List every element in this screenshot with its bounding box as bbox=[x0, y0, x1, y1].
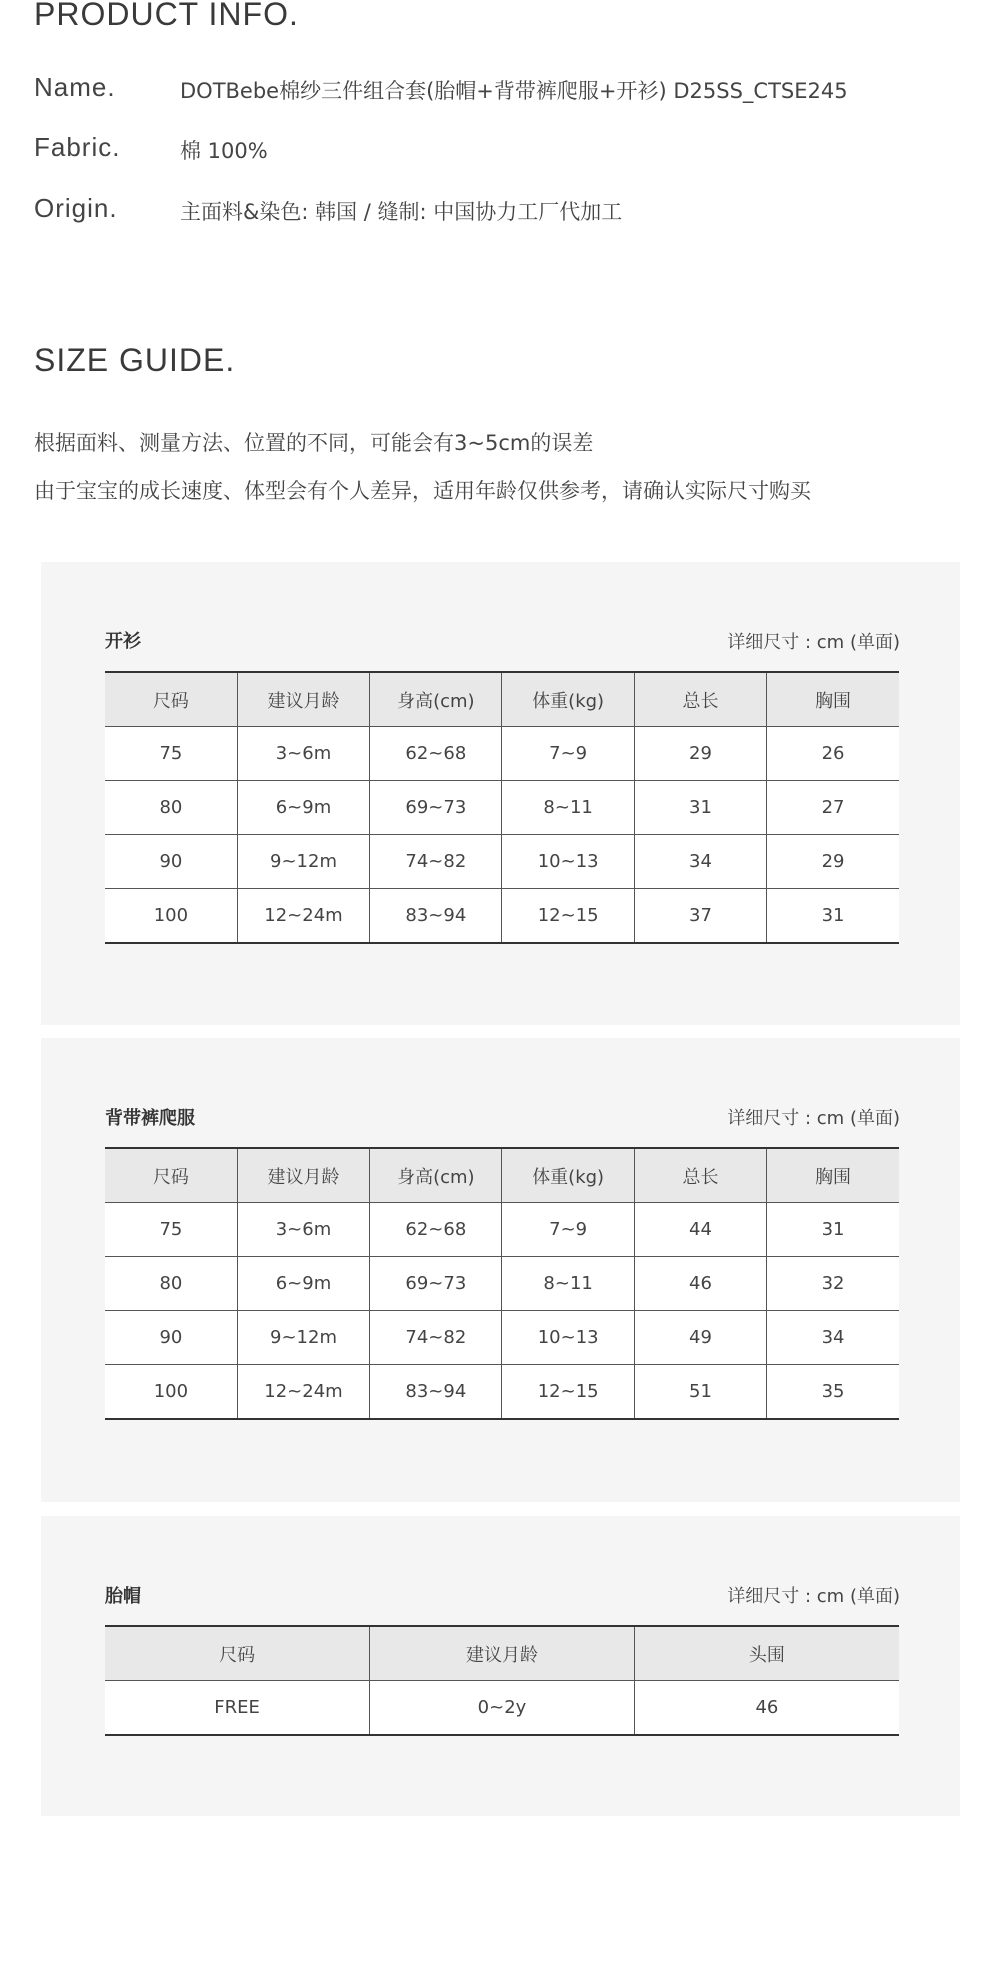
table-cell: 31 bbox=[767, 1203, 899, 1257]
table-cell: 100 bbox=[105, 1365, 237, 1420]
table-row bbox=[105, 1681, 899, 1736]
table-row bbox=[105, 835, 899, 889]
info-value: DOTBebe棉纱三件组合套(胎帽+背带裤爬服+开衫) D25SS_CTSE245 bbox=[180, 79, 848, 103]
info-value: 棉 100% bbox=[180, 139, 268, 163]
table-cell: 34 bbox=[767, 1311, 899, 1365]
table-cell: 74~82 bbox=[370, 835, 502, 889]
table-row bbox=[105, 1311, 899, 1365]
card-unit: 详细尺寸 : cm (单面) bbox=[727, 632, 900, 653]
table-header: 身高(cm) bbox=[370, 672, 502, 727]
size-card-hat bbox=[41, 1516, 960, 1816]
table-cell: 37 bbox=[634, 889, 766, 944]
table-cell: 27 bbox=[767, 781, 899, 835]
table-cell: 90 bbox=[105, 1311, 237, 1365]
table-cell: 31 bbox=[767, 889, 899, 944]
card-unit: 详细尺寸 : cm (单面) bbox=[727, 1108, 900, 1129]
table-cell: 69~73 bbox=[370, 781, 502, 835]
info-label: Name. bbox=[34, 72, 116, 102]
table-header-row bbox=[105, 672, 899, 727]
table-header: 体重(kg) bbox=[502, 1148, 634, 1203]
table-cell: 74~82 bbox=[370, 1311, 502, 1365]
table-cell: 9~12m bbox=[237, 1311, 369, 1365]
table-cell: 46 bbox=[634, 1681, 899, 1736]
table-row bbox=[105, 1203, 899, 1257]
table-cell: 83~94 bbox=[370, 1365, 502, 1420]
size-guide-title: SIZE GUIDE. bbox=[34, 342, 236, 378]
size-card-romper bbox=[41, 1038, 960, 1502]
size-table bbox=[105, 1147, 899, 1420]
table-row bbox=[105, 781, 899, 835]
table-header: 胸围 bbox=[767, 672, 899, 727]
table-header: 建议月龄 bbox=[237, 672, 369, 727]
table-cell: 26 bbox=[767, 727, 899, 781]
table-header: 建议月龄 bbox=[237, 1148, 369, 1203]
table-cell: 10~13 bbox=[502, 1311, 634, 1365]
table-cell: 80 bbox=[105, 781, 237, 835]
info-label: Fabric. bbox=[34, 132, 121, 162]
table-header: 尺码 bbox=[105, 672, 237, 727]
table-cell: 7~9 bbox=[502, 1203, 634, 1257]
table-header: 尺码 bbox=[105, 1148, 237, 1203]
table-cell: 29 bbox=[634, 727, 766, 781]
table-cell: 35 bbox=[767, 1365, 899, 1420]
product-info-title: PRODUCT INFO. bbox=[34, 0, 299, 32]
table-header-row bbox=[105, 1148, 899, 1203]
table-cell: FREE bbox=[105, 1681, 370, 1736]
table-cell: 62~68 bbox=[370, 1203, 502, 1257]
table-header: 胸围 bbox=[767, 1148, 899, 1203]
table-cell: 83~94 bbox=[370, 889, 502, 944]
size-note: 由于宝宝的成长速度、体型会有个人差异，适用年龄仅供参考，请确认实际尺寸购买 bbox=[34, 479, 811, 503]
info-value: 主面料&染色: 韩国 / 缝制: 中国协力工厂代加工 bbox=[180, 200, 623, 224]
card-title: 胎帽 bbox=[105, 1586, 141, 1607]
table-cell: 62~68 bbox=[370, 727, 502, 781]
info-row-name bbox=[34, 72, 974, 112]
table-cell: 0~2y bbox=[370, 1681, 635, 1736]
table-cell: 8~11 bbox=[502, 1257, 634, 1311]
table-cell: 46 bbox=[634, 1257, 766, 1311]
card-unit: 详细尺寸 : cm (单面) bbox=[727, 1586, 900, 1607]
table-cell: 12~15 bbox=[502, 1365, 634, 1420]
size-table bbox=[105, 671, 899, 944]
table-cell: 9~12m bbox=[237, 835, 369, 889]
info-label: Origin. bbox=[34, 193, 118, 223]
table-cell: 12~24m bbox=[237, 889, 369, 944]
table-row bbox=[105, 1365, 899, 1420]
table-cell: 6~9m bbox=[237, 1257, 369, 1311]
table-row bbox=[105, 1257, 899, 1311]
size-card-cardigan bbox=[41, 562, 960, 1025]
table-cell: 75 bbox=[105, 727, 237, 781]
table-cell: 29 bbox=[767, 835, 899, 889]
info-row-fabric bbox=[34, 132, 974, 172]
card-title: 开衫 bbox=[105, 631, 141, 652]
table-cell: 3~6m bbox=[237, 727, 369, 781]
size-table bbox=[105, 1625, 899, 1736]
table-cell: 90 bbox=[105, 835, 237, 889]
table-header: 体重(kg) bbox=[502, 672, 634, 727]
table-cell: 10~13 bbox=[502, 835, 634, 889]
table-cell: 32 bbox=[767, 1257, 899, 1311]
info-row-origin bbox=[34, 193, 974, 233]
table-cell: 34 bbox=[634, 835, 766, 889]
table-header-row bbox=[105, 1626, 899, 1681]
table-cell: 69~73 bbox=[370, 1257, 502, 1311]
table-cell: 75 bbox=[105, 1203, 237, 1257]
table-header: 头围 bbox=[634, 1626, 899, 1681]
table-cell: 51 bbox=[634, 1365, 766, 1420]
table-header: 总长 bbox=[634, 672, 766, 727]
table-cell: 100 bbox=[105, 889, 237, 944]
table-cell: 7~9 bbox=[502, 727, 634, 781]
table-cell: 12~24m bbox=[237, 1365, 369, 1420]
table-row bbox=[105, 889, 899, 944]
table-row bbox=[105, 727, 899, 781]
table-cell: 80 bbox=[105, 1257, 237, 1311]
table-cell: 6~9m bbox=[237, 781, 369, 835]
table-header: 身高(cm) bbox=[370, 1148, 502, 1203]
size-note: 根据面料、测量方法、位置的不同，可能会有3~5cm的误差 bbox=[34, 431, 594, 455]
table-header: 建议月龄 bbox=[370, 1626, 635, 1681]
table-header: 尺码 bbox=[105, 1626, 370, 1681]
table-cell: 31 bbox=[634, 781, 766, 835]
card-title: 背带裤爬服 bbox=[105, 1108, 195, 1129]
table-cell: 8~11 bbox=[502, 781, 634, 835]
table-cell: 3~6m bbox=[237, 1203, 369, 1257]
table-cell: 44 bbox=[634, 1203, 766, 1257]
table-cell: 49 bbox=[634, 1311, 766, 1365]
table-cell: 12~15 bbox=[502, 889, 634, 944]
table-header: 总长 bbox=[634, 1148, 766, 1203]
